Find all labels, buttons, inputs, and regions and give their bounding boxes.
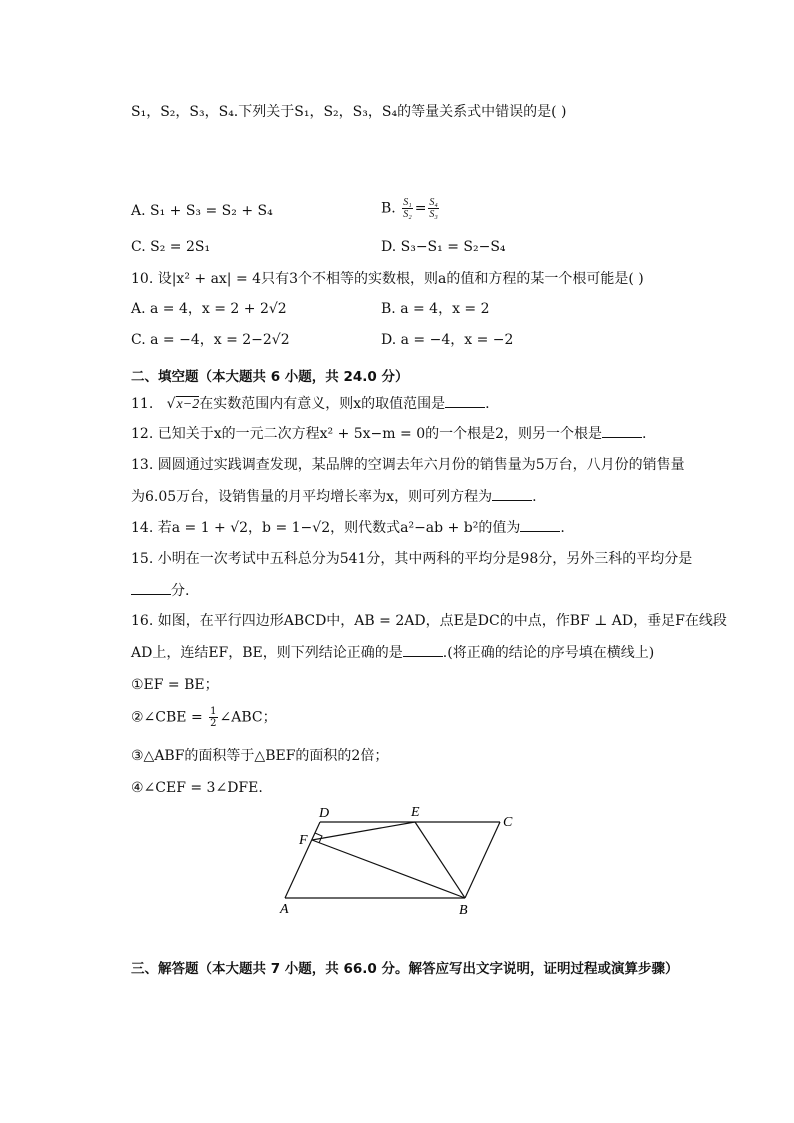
- conclusion-text: ∠ABC；: [219, 709, 277, 726]
- label-d: D: [319, 806, 330, 821]
- label-f: F: [299, 833, 308, 848]
- answer-blank[interactable]: [520, 517, 560, 532]
- segment-be: [415, 822, 465, 898]
- period: .: [485, 396, 490, 412]
- conclusion-3: ③△ABF的面积等于△BEF的面积的2倍；: [131, 748, 389, 764]
- question-text: 在实数范围内有意义，则x的取值范围是: [199, 396, 446, 412]
- question-text: AD上，连结EF，BE，则下列结论正确的是: [131, 645, 403, 661]
- q10-option-d: D. a = −4，x = −2: [381, 332, 514, 348]
- answer-blank[interactable]: [602, 423, 642, 438]
- label-b: B: [459, 903, 468, 918]
- answer-blank[interactable]: [403, 642, 443, 657]
- conclusion-4: ④∠CEF = 3∠DFE.: [131, 780, 263, 796]
- fraction-numerator: S₄: [429, 197, 438, 208]
- question-10-stem: 10. 设|x² + ax| = 4只有3个不相等的实数根，则a的值和方程的某一个根可能是( ): [131, 271, 644, 287]
- q9-option-a: A. S₁ + S₃ = S₂ + S₄: [131, 203, 273, 219]
- label-e: E: [411, 805, 420, 820]
- question-9-stem: S₁，S₂，S₃，S₄.下列关于S₁，S₂，S₃，S₄的等量关系式中错误的是( ): [131, 104, 567, 120]
- q10-option-b: B. a = 4，x = 2: [381, 301, 490, 317]
- segment-bf: [312, 840, 465, 898]
- parallelogram-figure: [275, 800, 520, 925]
- answer-blank[interactable]: [445, 393, 485, 408]
- q9-option-c: C. S₂ = 2S₁: [131, 239, 211, 255]
- conclusion-2: [131, 706, 714, 729]
- answer-blank[interactable]: [131, 580, 171, 595]
- label-c: C: [503, 815, 513, 830]
- question-16-line1: 16. 如图，在平行四边形ABCD中，AB = 2AD，点E是DC的中点，作BF ⊥ AD，垂足F在线段: [131, 613, 727, 629]
- fraction-denominator: S₂: [403, 209, 412, 220]
- fraction-numerator: 1: [210, 706, 217, 717]
- answer-blank[interactable]: [492, 486, 532, 501]
- segment-bc: [465, 822, 500, 898]
- question-13-line1: 13. 圆圆通过实践调查发现，某品牌的空调去年六月份的销售量为5万台，八月份的销售量: [131, 457, 685, 473]
- radicand: x−2: [176, 397, 200, 412]
- fraction-denominator: 2: [210, 718, 217, 729]
- question-16-line2: [131, 642, 714, 664]
- q9-option-b: B. $\frac{\text{S₁}}{\text{S₂}}$ = $\frac{\text{S₄}}{\text{S₃}}$: [381, 197, 438, 220]
- instruction-text: .(将正确的结论的序号填在横线上): [442, 645, 655, 661]
- question-number: 11.: [131, 396, 154, 412]
- question-15-line2: [131, 580, 714, 602]
- unit-text: 分.: [171, 583, 190, 599]
- fraction: [428, 197, 438, 220]
- fraction-denominator: S₃: [429, 209, 438, 220]
- question-12: [131, 423, 714, 445]
- period: .: [642, 426, 647, 442]
- fraction: [402, 197, 412, 220]
- q10-option-a: A. a = 4，x = 2 + 2√2: [131, 301, 287, 317]
- q9-option-b-label: B.: [381, 200, 396, 217]
- question-text: 14. 若a = 1 + √2，b = 1−√2，则代数式a²−ab + b²的值为: [131, 520, 521, 536]
- q10-option-c: C. a = −4，x = 2−2√2: [131, 332, 290, 348]
- section-2-heading: 二、填空题（本大题共 6 小题，共 24.0 分）: [131, 369, 409, 385]
- question-13-line2: [131, 486, 714, 508]
- question-15-line1: 15. 小明在一次考试中五科总分为541分，其中两科的平均分是98分，另外三科的平均分是: [131, 551, 693, 567]
- question-text: 12. 已知关于x的一元二次方程x² + 5x−m = 0的一个根是2，则另一个根是: [131, 426, 603, 442]
- conclusion-1: ①EF = BE；: [131, 677, 219, 693]
- fraction: [209, 706, 217, 729]
- question-14: [131, 517, 714, 539]
- q9-option-d: D. S₃−S₁ = S₂−S₄: [381, 239, 506, 255]
- period: .: [532, 489, 537, 505]
- segment-ef: [312, 822, 415, 840]
- label-a: A: [280, 902, 289, 917]
- period: .: [560, 520, 565, 536]
- question-text: 为6.05万台，设销售量的月平均增长率为x，则可列方程为: [131, 489, 493, 505]
- fraction-numerator: S₁: [403, 197, 412, 208]
- conclusion-text: ②∠CBE =: [131, 709, 203, 726]
- section-3-heading: 三、解答题（本大题共 7 小题，共 66.0 分。解答应写出文字说明，证明过程或演算步骤）: [131, 961, 679, 977]
- question-11: 11. √x−2在实数范围内有意义，则x的取值范围是 .: [131, 393, 714, 416]
